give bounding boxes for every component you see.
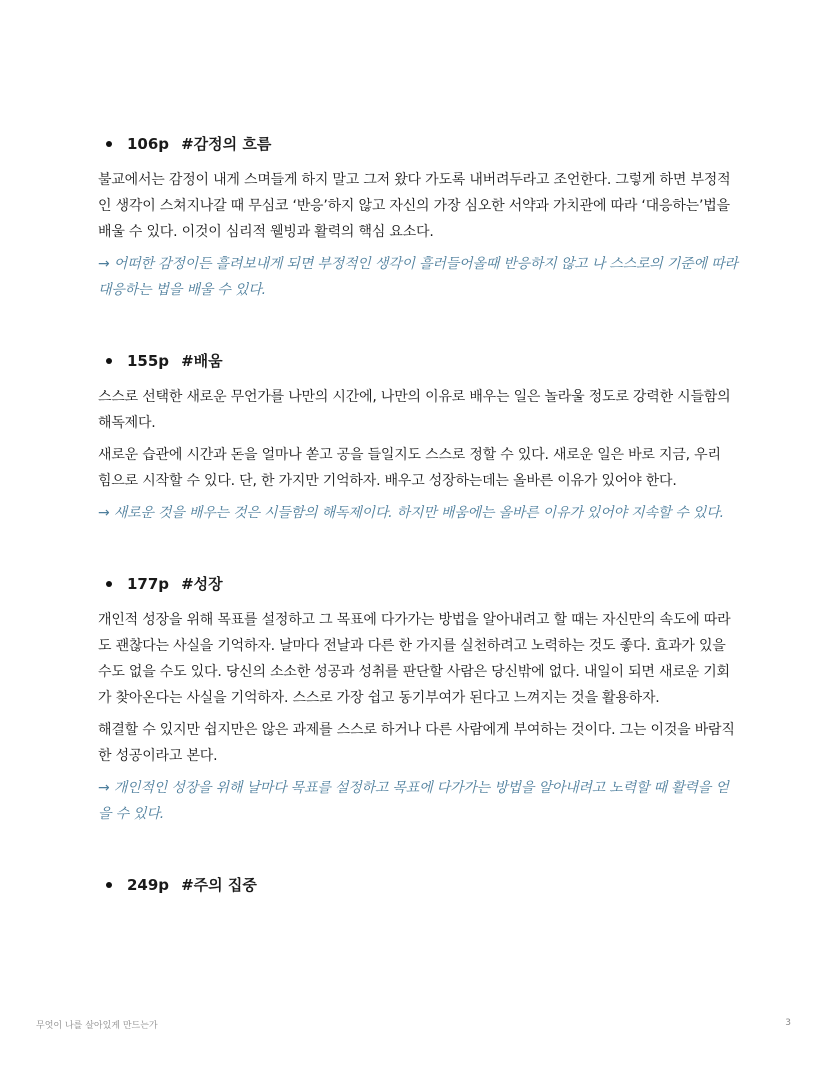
bullet-icon — [106, 882, 112, 888]
page-ref: 249p — [127, 876, 170, 894]
section-heading — [106, 873, 738, 897]
quote-paragraph: 불교에서는 감정이 내게 스며들게 하지 말고 그저 왔다 가도록 내버려두라고 조언한다. 그렇게 하면 부정적인 생각이 스쳐지나갈 때 무심코 ‘반응’하지 않고 자신의 가장 심오한 서약과 가치관에 따라 ‘대응하는’법을 배울 수 있다. 이것이 심리적 웰빙과 활력의 핵심 요소다. — [98, 172, 731, 240]
reflection-note: → 새로운 것을 배우는 것은 시들함의 해독제이다. 하지만 배움에는 올바른 이유가 있어야 지속할 수 있다. — [98, 505, 724, 521]
quote-paragraph: 개인적 성장을 위해 목표를 설정하고 그 목표에 다가가는 방법을 알아내려고 할 때는 자신만의 속도에 따라도 괜찮다는 사실을 기억하자. 날마다 전날과 다른 한 가지를 실천하려고 노력하는 것도 좋다. 효과가 있을수도 없을 수도 있다. 당신의 소소한 성공과 성취를 판단할 사람은 당신밖에 없다. 내일이 되면 새로운 기회가 찾아온다는 사실을 기억하자. 스스로 가장 쉽고 동기부여가 된다고 느껴지는 것을 활용하자. — [98, 612, 731, 706]
quote-paragraph: 스스로 선택한 새로운 무언가를 나만의 시간에, 나만의 이유로 배우는 일은 놀라울 정도로 강력한 시들함의 해독제다. — [98, 389, 731, 431]
quote-paragraph: 새로운 습관에 시간과 돈을 얼마나 쏟고 공을 들일지도 스스로 정할 수 있다. 새로운 일은 바로 지금, 우리 힘으로 시작할 수 있다. 단, 한 가지만 기억하자. 배우고 성장하는데는 올바른 이유가 있어야 한다. — [98, 447, 721, 489]
page-ref: 106p — [127, 135, 170, 153]
footer-title: 무엇이 나를 살아있게 만드는가 — [36, 1021, 158, 1031]
page-ref: 177p — [127, 575, 170, 593]
reflection-note: → 개인적인 성장을 위해 날마다 목표를 설정하고 목표에 다가가는 방법을 알아내려고 노력할 때 활력을 얻을 수 있다. — [98, 780, 729, 822]
section-tag: #성장 — [181, 575, 223, 593]
bullet-icon — [106, 581, 112, 587]
reflection-note: → 어떠한 감정이든 흘려보내게 되면 부정적인 생각이 흘러들어올때 반응하지 않고 나 스스로의 기준에 따라 대응하는 법을 배울 수 있다. — [98, 256, 738, 298]
section-tag: #배움 — [181, 352, 223, 370]
footer-page-number: 3 — [785, 1018, 791, 1028]
quote-paragraph: 해결할 수 있지만 쉽지만은 않은 과제를 스스로 하거나 다른 사람에게 부여하는 것이다. 그는 이것을 바람직한 성공이라고 본다. — [98, 722, 735, 764]
page-ref: 155p — [127, 352, 170, 370]
section-155p — [98, 349, 738, 526]
bullet-icon — [106, 358, 112, 364]
section-106p — [98, 132, 738, 303]
section-177p — [98, 572, 738, 827]
section-tag: #감정의 흐름 — [181, 135, 272, 153]
section-249p — [98, 873, 738, 897]
section-heading — [106, 572, 738, 596]
section-heading — [106, 349, 738, 373]
section-heading — [106, 132, 738, 156]
bullet-icon — [106, 141, 112, 147]
section-tag: #주의 집중 — [181, 876, 257, 894]
document-body — [98, 132, 738, 943]
